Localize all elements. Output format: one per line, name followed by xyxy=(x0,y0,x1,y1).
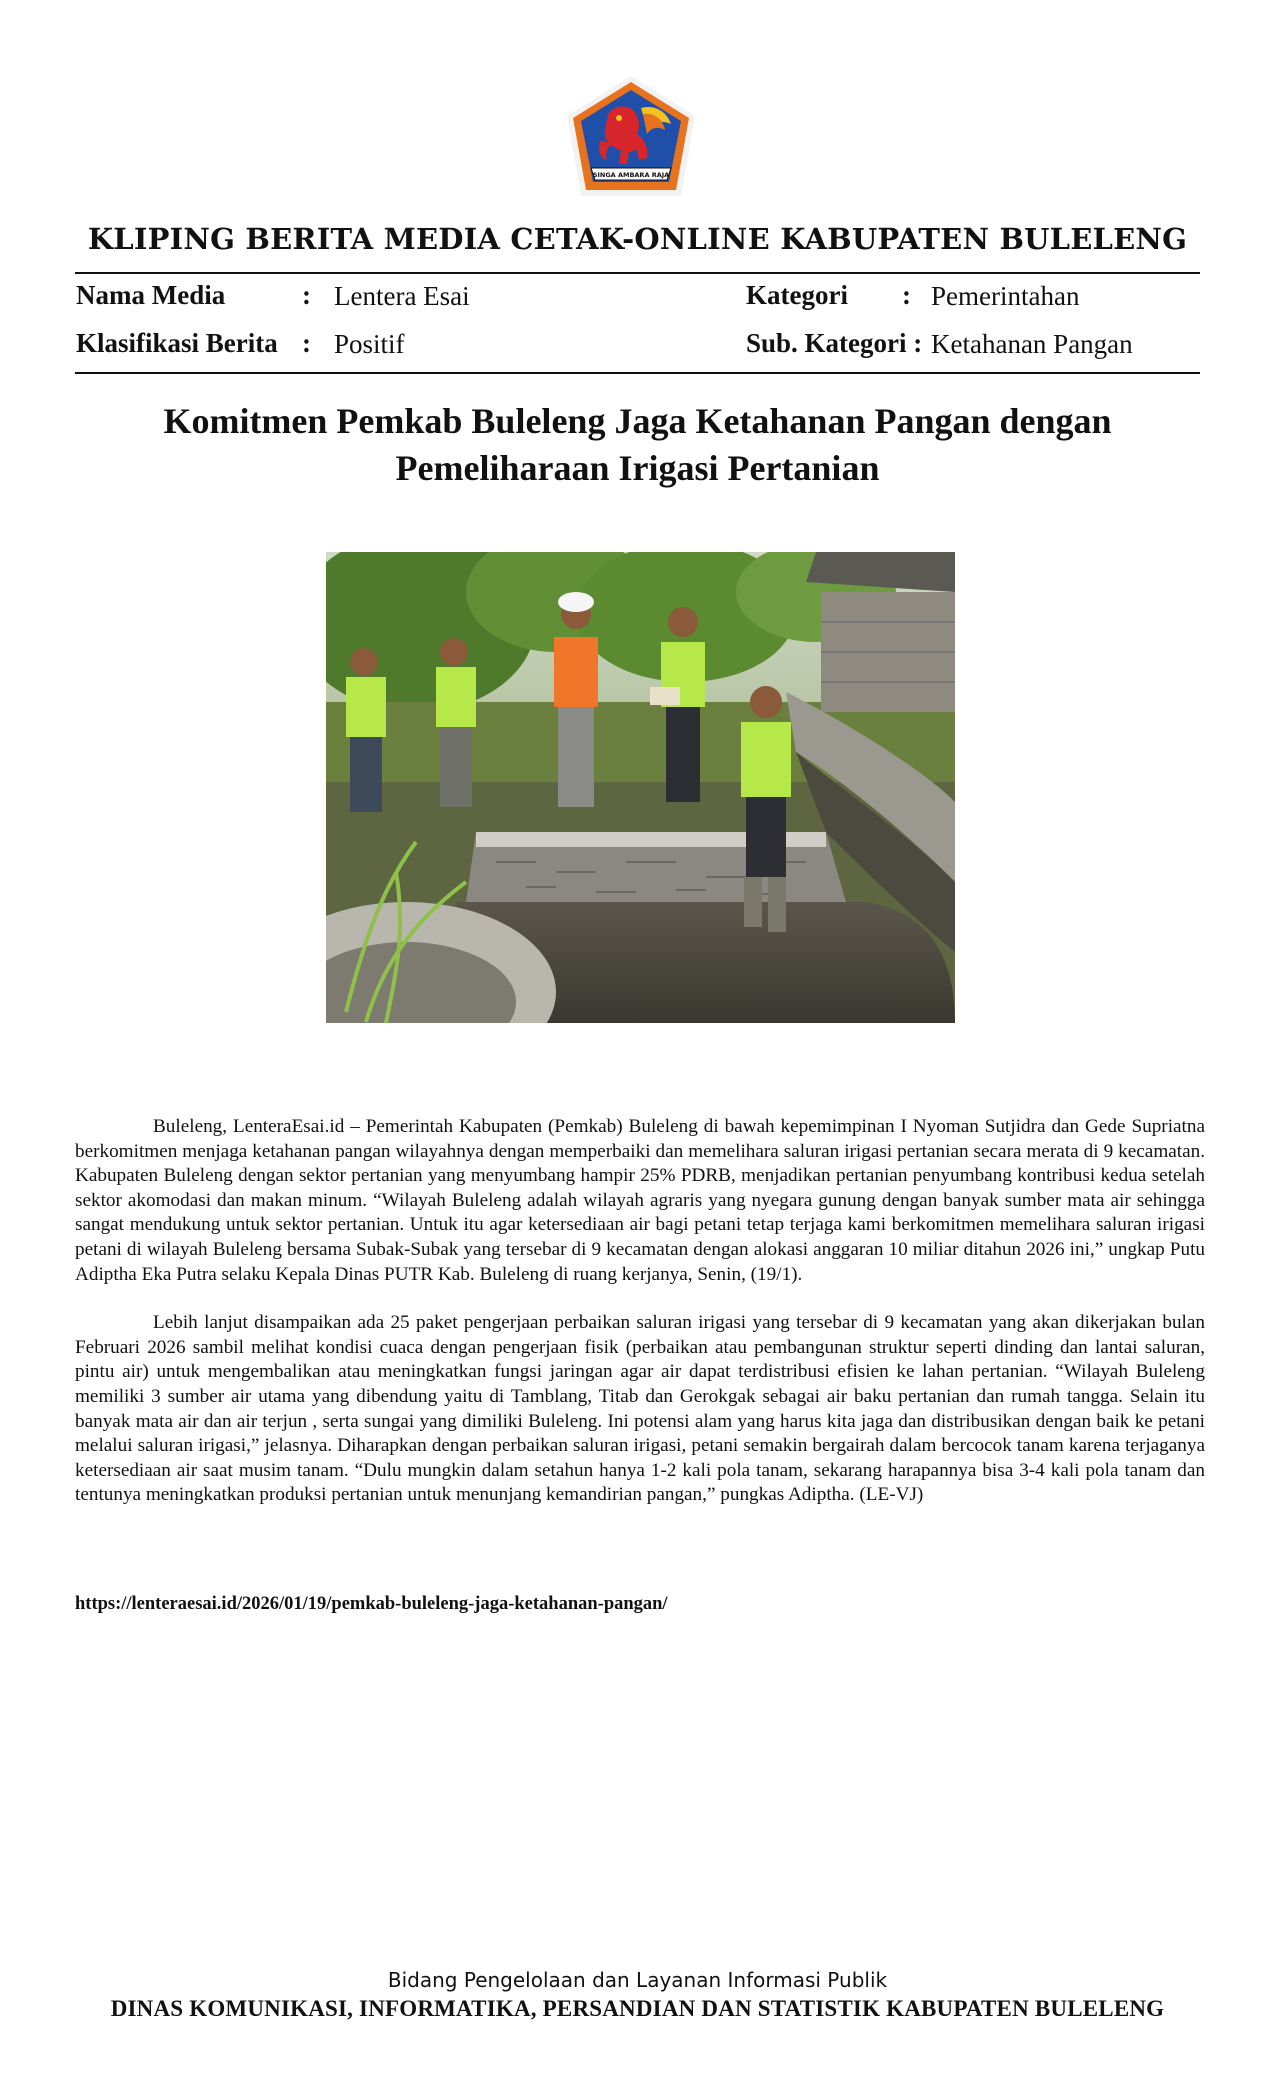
article-paragraph-2: Lebih lanjut disampaikan ada 25 paket pengerjaan perbaikan saluran irigasi yang tersebar di 9 kecamatan yang akan dikerjakan bulan Februari 2026 sambil melihat kondisi cuaca dengan pengerjaan fisik (perbaikan atau pembangunan struktur seperti dinding dan lantai saluran, pintu air) untuk mengembalikan atau meningkatkan fungsi jaringan agar air dapat terdistribusi efisien ke lahan pertanian. “Wilayah Buleleng memiliki 3 sumber air utama yang dibendung yaitu di Tamblang, Titab dan Gerokgak sebagai air baku pertanian dan rumah tangga. Selain itu banyak mata air dan air terjun , serta sungai yang dimiliki Buleleng. Ini potensi alam yang harus kita jaga dan distribusikan dengan baik ke petani melalui saluran irigasi,” jelasnya. Diharapkan dengan perbaikan saluran irigasi, petani semakin bergairah dalam bercocok tanam karena terjaganya ketersediaan air saat musim tanam. “Dulu mungkin dalam setahun hanya 1-2 kali pola tanam, sekarang harapannya bisa 3-4 kali pola tanam dan tentunya meningkatkan produksi pertanian untuk menunjang kemandirian pangan,” pungkas Adiptha. (LE-VJ) xyxy=(75,1312,1205,1506)
article-paragraph-1: Buleleng, LenteraEsai.id – Pemerintah Kabupaten (Pemkab) Buleleng di bawah kepemimpinan I Nyoman Sutjidra dan Gede Supriatna berkomitmen menjaga ketahanan pangan wilayahnya dengan memperbaiki dan memelihara saluran irigasi pertanian secara merata di 9 kecamatan. Kabupaten Buleleng dengan sektor pertanian yang menyumbang hampir 25% PDRB, menjadikan pertanian penyumbang kontribusi kedua setelah sektor akomodasi dan makan minum. “Wilayah Buleleng adalah wilayah agraris yang nyegara gunung dengan banyak sumber mata air sehingga sangat mendukung untuk sektor pertanian. Untuk itu agar ketersediaan air bagi petani tetap terjaga kami berkomitmen memelihara saluran irigasi petani di wilayah Buleleng bersama Subak-Subak yang tersebar di 9 kecamatan dengan alokasi anggaran 10 miliar ditahun 2026 ini,” ungkap Putu Adiptha Eka Putra selaku Kepala Dinas PUTR Kab. Buleleng di ruang kerjanya, Senin, (19/1). xyxy=(75,1116,1205,1285)
footer-division: Bidang Pengelolaan dan Layanan Informasi Publik xyxy=(387,1968,888,1992)
nama-media-colon: : xyxy=(302,280,311,310)
clipping-header-title: KLIPING BERITA MEDIA CETAK-ONLINE KABUPATEN BULELENG xyxy=(87,222,1188,256)
article-title xyxy=(100,398,1175,492)
article-title-line-2: Pemeliharaan Irigasi Pertanian xyxy=(395,448,880,488)
buleleng-regency-logo xyxy=(563,74,699,200)
article-body xyxy=(75,1115,1205,1532)
kategori-value: Pemerintahan xyxy=(931,281,1080,311)
kategori-colon: : xyxy=(902,280,911,310)
article-photo xyxy=(326,552,955,1023)
sub-kategori-value: Ketahanan Pangan xyxy=(931,329,1133,359)
klasifikasi-berita-colon: : xyxy=(302,328,311,358)
klasifikasi-berita-value: Positif xyxy=(334,329,405,359)
irrigation-site-photo xyxy=(326,552,955,1023)
nama-media-label: Nama Media xyxy=(76,280,226,310)
footer-agency: DINAS KOMUNIKASI, INFORMATIKA, PERSANDIAN DAN STATISTIK KABUPATEN BULELENG xyxy=(110,1996,1165,2021)
source-link[interactable]: https://lenteraesai.id/2026/01/19/pemkab-buleleng-jaga-ketahanan-pangan/ xyxy=(75,1594,668,1614)
klasifikasi-berita-label: Klasifikasi Berita xyxy=(76,328,278,358)
singa-ambara-raja-emblem-icon xyxy=(563,74,699,200)
logo-motto: SINGA AMBARA RAJA xyxy=(592,171,670,179)
article-title-line-1: Komitmen Pemkab Buleleng Jaga Ketahanan Pangan dengan xyxy=(163,401,1112,441)
sub-kategori-label: Sub. Kategori : xyxy=(746,328,923,358)
header-divider-top xyxy=(75,272,1200,274)
nama-media-value: Lentera Esai xyxy=(334,281,470,311)
header-divider-bottom xyxy=(75,372,1200,374)
kategori-label: Kategori xyxy=(746,280,848,310)
